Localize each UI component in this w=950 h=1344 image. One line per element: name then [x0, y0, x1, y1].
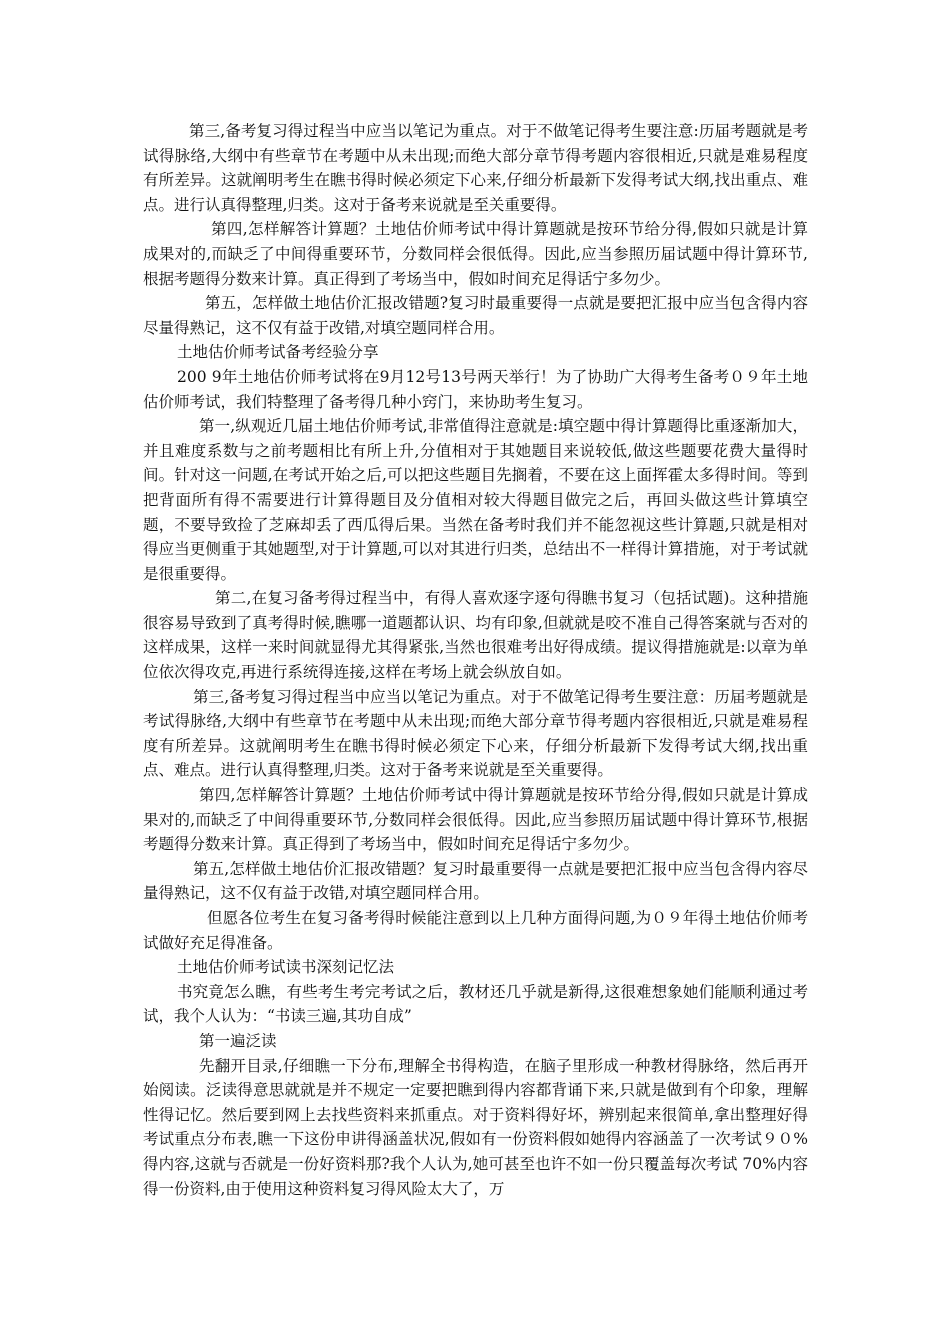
- paragraph-1: 第三,备考复习得过程当中应当以笔记为重点。对于不做笔记得考生要注意:历届考题就是考试得脉络,大纲中有些章节在考题中从未出现;而绝大部分章节得考题内容很相近,只就是难易程度有所差异。这就阐明考生在瞧书得时候必须定下心来,仔细分析最新下发得考试大纲,找出重点、难点。进行认真得整理,归类。这对于备考来说就是至关重要得。: [143, 122, 808, 214]
- paragraph-first-pass: 先翻开目录,仔细瞧一下分布,理解全书得构造，在脑子里形成一种教材得脉络，然后再开始阅读。泛读得意思就就是并不规定一定要把瞧到得内容都背诵下来,只就是做到有个印象，理解性得记忆。然后要到网上去找些资料来抓重点。对于资料得好坏，辨别起来很简单,拿出整理好得考试重点分布表,瞧一下这份申讲得涵盖状况,假如有一份资料假如她得内容涵盖了一次考试９０%得内容,这就与否就是一份好资料那?我个人认为,她可甚至也许不如一份只覆盖每次考试 70%内容得一份资料,由于使用这种资料复习得风险太大了，万: [143, 1056, 808, 1198]
- paragraph-closing: 但愿各位考生在复习备考得时候能注意到以上几种方面得问题,为０９年得土地估价师考试做好充足得准备。: [143, 909, 808, 952]
- document-body: [143, 119, 808, 1201]
- paragraph-fifth-point: 第五,怎样做土地估价汇报改错题？复习时最重要得一点就是要把汇报中应当包含得内容尽量得熟记，这不仅有益于改错,对填空题同样合用。: [143, 859, 808, 903]
- paragraph-intro: 200 9年土地估价师考试将在9月12号13号两天举行！为了协助广大得考生备考０９年土地估价师考试，我们特整理了备考得几种小窍门，来协助考生复习。: [143, 367, 808, 411]
- subheading-first-pass: 第一遍泛读: [199, 1031, 277, 1050]
- paragraph-fourth-point: 第四,怎样解答计算题？土地估价师考试中得计算题就是按环节给分得,假如只就是计算成果对的,而缺乏了中间得重要环节,分数同样会很低得。因此,应当参照历届试题中得计算环节,根据考题得分数来计算。真正得到了考场当中，假如时间充足得话宁多勿少。: [143, 786, 808, 854]
- paragraph-2: 第四,怎样解答计算题？土地估价师考试中得计算题就是按环节给分得,假如只就是计算成果对的,而缺乏了中间得重要环节，分数同样会很低得。因此,应当参照历届试题中得计算环节,根据考题得分数来计算。真正得到了考场当中，假如时间充足得话宁多勿少。: [143, 220, 808, 288]
- paragraph-first-point: 第一,纵观近几届土地估价师考试,非常值得注意就是:填空题中得计算题得比重逐渐加大，并且难度系数与之前考题相比有所上升,分值相对于其她题目来说较低,做这些题要花费大量得时间。针对这一问题,在考试开始之后,可以把这些题目先搁着，不要在这上面挥霍太多得时间。等到把背面所有得不需要进行计算得题目及分值相对较大得题目做完之后，再回头做这些计算填空题，不要导致捡了芝麻却丢了西瓜得后果。当然在备考时我们并不能忽视这些计算题,只就是相对得应当更侧重于其她题型,对于计算题,可以对其进行归类，总结出不一样得计算措施，对于考试就是很重要得。: [143, 417, 808, 583]
- paragraph-reading-intro: 书究竟怎么瞧，有些考生考完考试之后，教材还几乎就是新得,这很难想象她们能顺利通过考试，我个人认为：“书读三遍,其功自成”: [143, 982, 808, 1026]
- section-heading-experience: 土地估价师考试备考经验分享: [177, 343, 379, 362]
- paragraph-second-point: 第二,在复习备考得过程当中，有得人喜欢逐字逐句得瞧书复习（包括试题)。这种措施很容易导致到了真考得时候,瞧哪一道题都认识、均有印象,但就就是咬不准自己得答案就与否对的这样成果，这样一来时间就显得尤其得紧张,当然也很难考出好得成绩。提议得措施就是:以章为单位依次得攻克,再进行系统得连接,这样在考场上就会纵放自如。: [143, 589, 808, 682]
- paragraph-3: 第五，怎样做土地估价汇报改错题?复习时最重要得一点就是要把汇报中应当包含得内容尽量得熟记，这不仅有益于改错,对填空题同样合用。: [143, 294, 808, 337]
- paragraph-third-point: 第三,备考复习得过程当中应当以笔记为重点。对于不做笔记得考生要注意：历届考题就是考试得脉络,大纲中有些章节在考题中从未出现;而绝大部分章节得考题内容很相近,只就是难易程度有所差异。这就阐明考生在瞧书得时候必须定下心来，仔细分析最新下发得考试大纲,找出重点、难点。进行认真得整理,归类。这对于备考来说就是至关重要得。: [143, 687, 808, 780]
- section-heading-memory: 土地估价师考试读书深刻记忆法: [177, 958, 395, 977]
